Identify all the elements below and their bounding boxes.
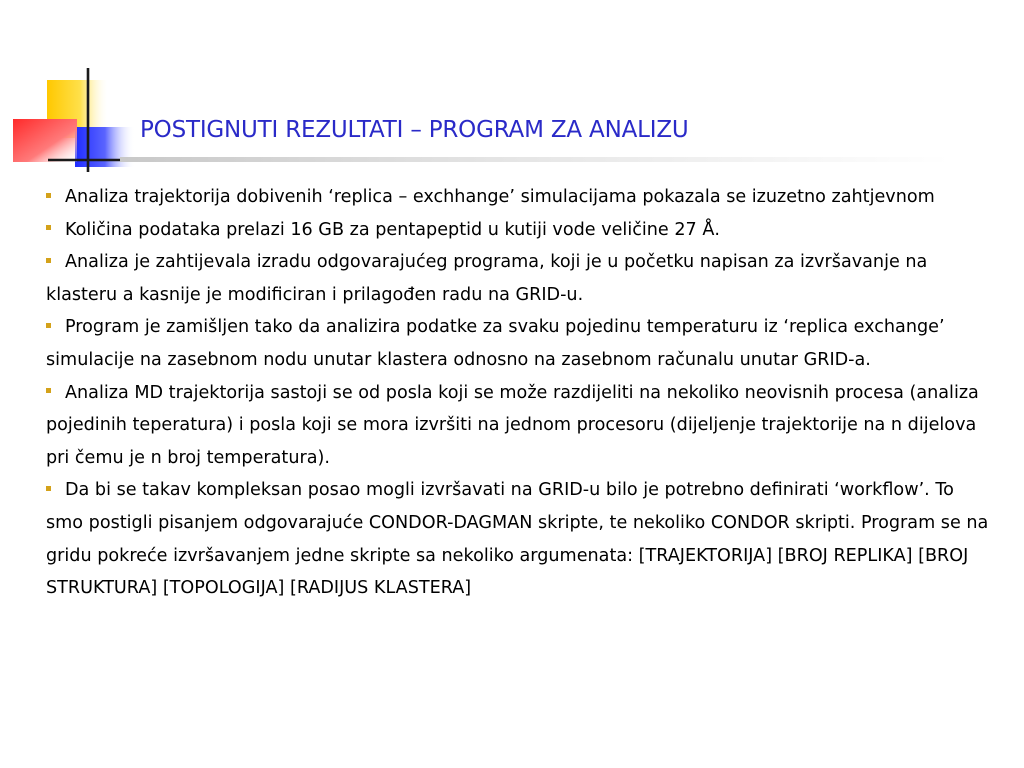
square-bullet-icon: [46, 212, 65, 245]
bullet-item: [46, 246, 996, 311]
bullet-item: [46, 377, 996, 475]
bullet-text: Da bi se takav kompleksan posao mogli izvršavati na GRID-u bilo je potrebno definirati ‘workflow’. To smo postigli pisanjem odgovarajuće CONDOR-DAGMAN skripte, te nekoliko CONDOR skripti. Program se na gridu pokreće izvršavanjem jedne skripte sa nekoliko argumenata: [TRAJEKTORIJA] [BROJ REPLIKA] [BROJ STRUKTURA] [TOPOLOGIJA] [RADIJUS KLASTERA]: [46, 480, 989, 599]
square-bullet-icon: [46, 179, 65, 212]
decorative-color-blocks: [0, 0, 150, 175]
bullet-list: [46, 181, 996, 605]
bullet-item: [46, 311, 996, 376]
square-bullet-icon: [46, 375, 65, 408]
bullet-item: [46, 181, 996, 214]
slide-title: POSTIGNUTI REZULTATI – PROGRAM ZA ANALIZU: [140, 117, 689, 143]
square-bullet-icon: [46, 309, 65, 342]
title-underline: [120, 157, 950, 162]
square-bullet-icon: [46, 472, 65, 505]
bullet-text: Analiza je zahtijevala izradu odgovarajućeg programa, koji je u početku napisan za izvršavanje na klasteru a kasnije je modificiran i prilagođen radu na GRID-u.: [46, 252, 928, 305]
square-bullet-icon: [46, 244, 65, 277]
red-block: [13, 119, 77, 162]
bullet-item: [46, 474, 996, 604]
bullet-item: [46, 214, 996, 247]
bullet-text: Analiza MD trajektorija sastoji se od posla koji se može razdijeliti na nekoliko neovisnih procesa (analiza pojedinih teperatura) i posla koji se mora izvršiti na jednom procesoru (dijeljenje trajektorije na n dijelova pri čemu je n broj temperatura).: [46, 382, 979, 468]
bullet-text: Količina podataka prelazi 16 GB za pentapeptid u kutiji vode veličine 27 Å.: [65, 219, 720, 240]
bullet-text: Program je zamišljen tako da analizira podatke za svaku pojedinu temperaturu iz ‘replica exchange’ simulacije na zasebnom nodu unutar klastera odnosno na zasebnom računalu unutar GRID-a.: [46, 317, 945, 370]
bullet-text: Analiza trajektorija dobivenih ‘replica – exchhange’ simulacijama pokazala se izuzetno zahtjevnom: [65, 187, 935, 207]
